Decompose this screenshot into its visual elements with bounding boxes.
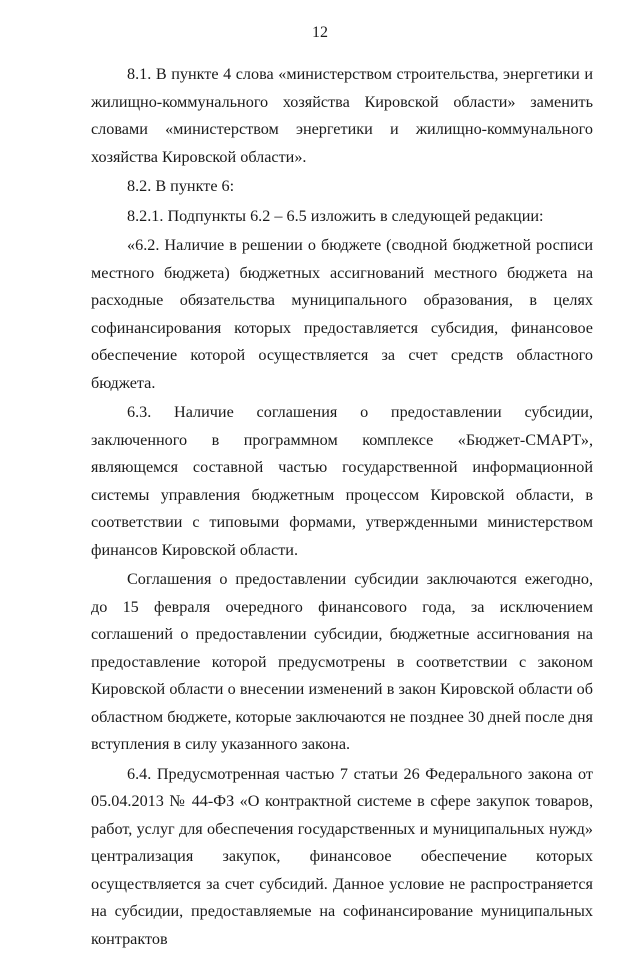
paragraph-8-1: 8.1. В пункте 4 слова «министерством строительства, энергетики и жилищно-коммунального хозяйства Кировской области» заменить словами «министерством энергетики и жилищно-коммунального хозяйства Кировской области». (91, 65, 593, 166)
paragraph-8-2: 8.2. В пункте 6: (127, 177, 235, 195)
paragraph-8-2-1: 8.2.1. Подпункты 6.2 – 6.5 изложить в следующей редакции: (127, 206, 544, 225)
paragraph-6-3: 6.3. Наличие соглашения о предоставлении субсидии, заключенного в программном комплексе «Бюджет-СМАРТ», являющемся составной частью государственной информационной системы управления бюджетным процессом Кировской области, в соответствии с типовыми формами, утвержденными министерством финансов Кировской области. (91, 403, 593, 559)
paragraph-6-2: «6.2. Наличие в решении о бюджете (сводной бюджетной росписи местного бюджета) бюджетных ассигнований местного бюджета на расходные обязательства муниципального образования, в целях софинансирования которых предоставляется субсидия, финансовое обеспечение которой осуществляется за счет средств областного бюджета. (91, 236, 593, 392)
paragraph-6-4: 6.4. Предусмотренная частью 7 статьи 26 Федерального закона от 05.04.2013 № 44-ФЗ «О контрактной системе в сфере закупок товаров, работ, услуг для обеспечения государственных и муниципальных нужд» централизация закупок, финансовое обеспечение которых осуществляется за счет субсидий. Данное условие не распространяется на субсидии, предоставляемые на софинансирование муниципальных контрактов (91, 764, 593, 948)
document-body (91, 61, 593, 955)
page-number: 12 (312, 24, 328, 41)
paragraph-agreements: Соглашения о предоставлении субсидии заключаются ежегодно, до 15 февраля очередного финансового года, за исключением соглашений о предоставлении субсидии, бюджетные ассигнования на предоставление которой предусмотрены в соответствии с законом Кировской области о внесении изменений в закон Кировской области об областном бюджете, которые заключаются не позднее 30 дней после дня вступления в силу указанного закона. (91, 570, 593, 753)
